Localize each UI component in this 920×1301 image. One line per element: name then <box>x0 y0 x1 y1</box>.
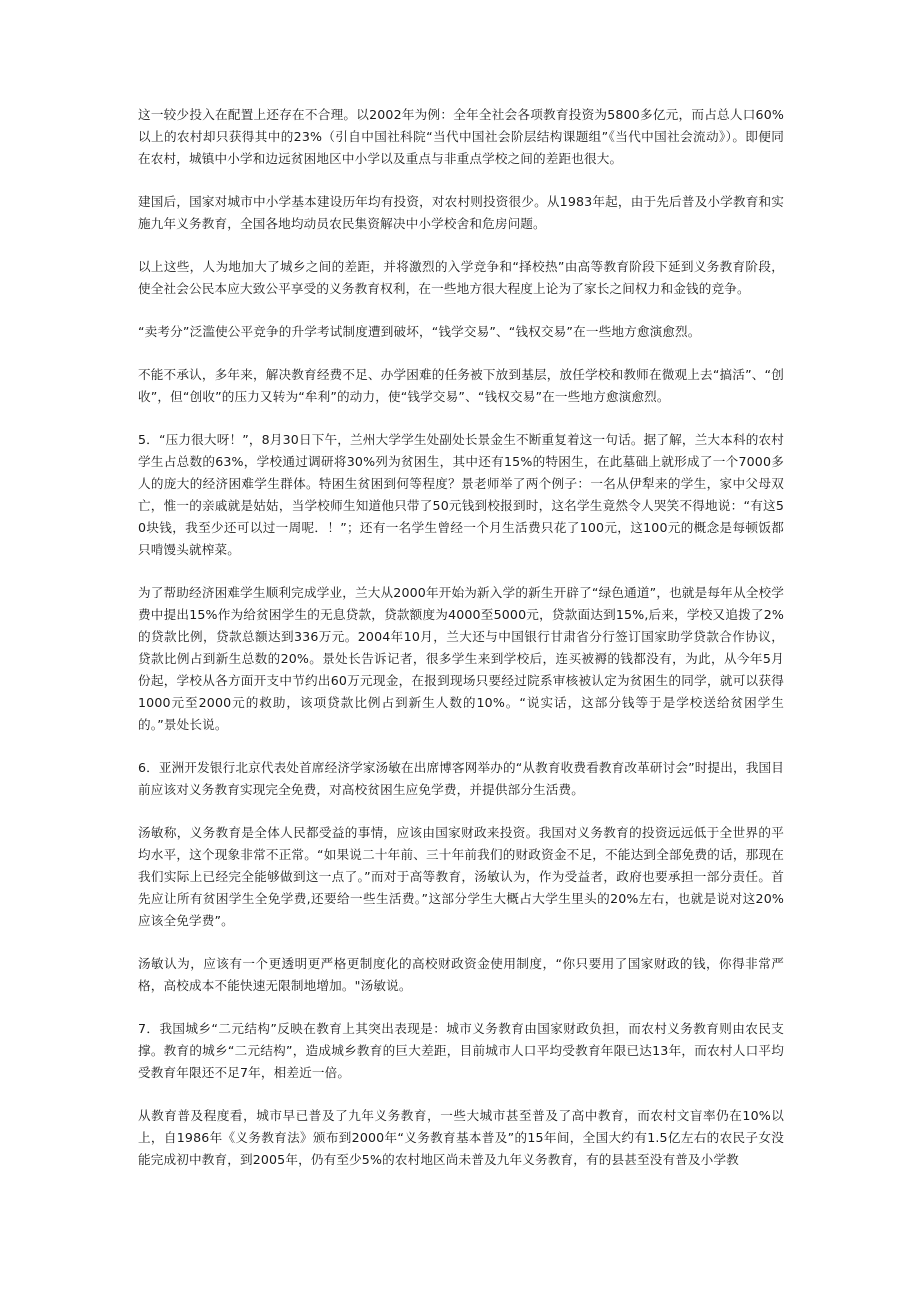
paragraph-6: 5．“压力很大呀！”，8月30日下午，兰州大学学生处副处长景金生不断重复着这一句话。据了解，兰大本科的农村学生占总数的63%，学校通过调研将30%列为贫困生，其中还有15%的特困生，在此墓础上就形成了一个7000多人的庞大的经济困难学生群体。特困生贫困到何等程度？景老师举了两个例子：一名从伊犁来的学生，家中父母双亡，惟一的亲戚就是姑姑，当学校师生知道他只带了50元钱到校报到时，这名学生竟然令人哭笑不得地说：“有这50块钱，我至少还可以过一周呢．！”；还有一名学生曾经一个月生活费只花了100元，这100元的概念是每顿饭都只啃馒头就榨菜。 <box>138 432 784 557</box>
paragraph-7: 为了帮助经济困难学生顺利完成学业，兰大从2000年开始为新入学的新生开辟了“绿色通道”，也就是每年从全校学费中提出15%作为给贫困学生的无息贷款，贷款额度为4000至5000元，贷款面达到15%,后来，学校又追拨了2%的贷款比例，贷款总额达到336万元。2004年10月，兰大还与中国银行甘肃省分行签订国家助学贷款合作协议，贷款比例占到新生总数的20%。景处长告诉记者，很多学生来到学校后，连买被褥的钱都没有，为此，从今年5月份起，学校从各方面开支中节约出60万元现金，在报到现场只要经过院系审核被认定为贫困生的同学，就可以获得1000元至2000元的救助，该项贷款比例占到新生人数的10%。“说实话，这部分钱等于是学校送给贫困学生的。”景处长说。 <box>138 585 784 732</box>
paragraph-8: 6．亚洲开发银行北京代表处首席经济学家汤敏在出席博客网举办的“从教育收费看教育改革研讨会”时提出，我国目前应该对义务教育实现完全免费，对高校贫困生应免学费，并提供部分生活费。 <box>138 760 784 797</box>
paragraph-2: 建国后，国家对城市中小学基本建设历年均有投资，对农村则投资很少。从1983年起，由于先后普及小学教育和实施九年义务教育，全国各地均动员农民集资解决中小学校舍和危房问题。 <box>138 194 784 231</box>
paragraph-5: 不能不承认，多年来，解决教育经费不足、办学困难的任务被下放到基层，放任学校和教师在微观上去“搞活”、“创收”，但“创收”的压力又转为“牟利”的动力，使“钱学交易”、“钱权交易”在一些地方愈演愈烈。 <box>138 367 784 404</box>
paragraph-1: 这一较少投入在配置上还存在不合理。以2002年为例：全年全社会各项教育投资为5800多亿元，而占总人口60%以上的农村却只获得其中的23%（引自中国社科院“当代中国社会阶层结构课题组”《当代中国社会流动》）。即便同在农村，城镇中小学和边远贫困地区中小学以及重点与非重点学校之间的差距也很大。 <box>138 107 784 166</box>
paragraph-10: 汤敏认为，应该有一个更透明更严格更制度化的高校财政资金使用制度，“你只要用了国家财政的钱，你得非常严格，高校成本不能快速无限制地增加。"汤敏说。 <box>138 956 784 993</box>
paragraph-11: 7．我国城乡“二元结构”反映在教育上其突出表现是：城市义务教育由国家财政负担，而农村义务教育则由农民支撑。教育的城乡“二元结构”，造成城乡教育的巨大差距，目前城市人口平均受教育年限已达13年，而农村人口平均受教育年限还不足7年，相差近一倍。 <box>138 1021 784 1080</box>
paragraph-12: 从教育普及程度看，城市早已普及了九年义务教育，一些大城市甚至普及了高中教育，而农村文盲率仍在10%以上，自1986年《义务教育法》颁布到2000年“义务教育基本普及”的15年间，全国大约有1.5亿左右的农民子女没能完成初中教育，到2005年，仍有至少5%的农村地区尚未普及九年义务教育，有的县甚至没有普及小学教 <box>138 1108 784 1167</box>
paragraph-4: “卖考分”泛滥使公平竞争的升学考试制度遭到破坏，“钱学交易”、“钱权交易”在一些地方愈演愈烈。 <box>138 324 701 339</box>
document-body <box>138 104 784 1192</box>
paragraph-9: 汤敏称，义务教育是全体人民都受益的事情，应该由国家财政来投资。我国对义务教育的投资远远低于全世界的平均水平，这个现象非常不正常。“如果说二十年前、三十年前我们的财政资金不足，不能达到全部免费的话，那现在我们实际上已经完全能够做到这一点了。”而对于高等教育，汤敏认为，作为受益者，政府也要承担一部分责任。首先应让所有贫困学生全免学费,还要给一些生活费。”这部分学生大概占大学生里头的20%左右，也就是说对这20%应该全免学费”。 <box>138 825 784 928</box>
paragraph-3: 以上这些，人为地加大了城乡之间的差距，并将激烈的入学竞争和“择校热”由高等教育阶段下延到义务教育阶段，使全社会公民本应大致公平享受的义务教育权利，在一些地方很大程度上论为了家长之间权力和金钱的竞争。 <box>138 259 784 296</box>
